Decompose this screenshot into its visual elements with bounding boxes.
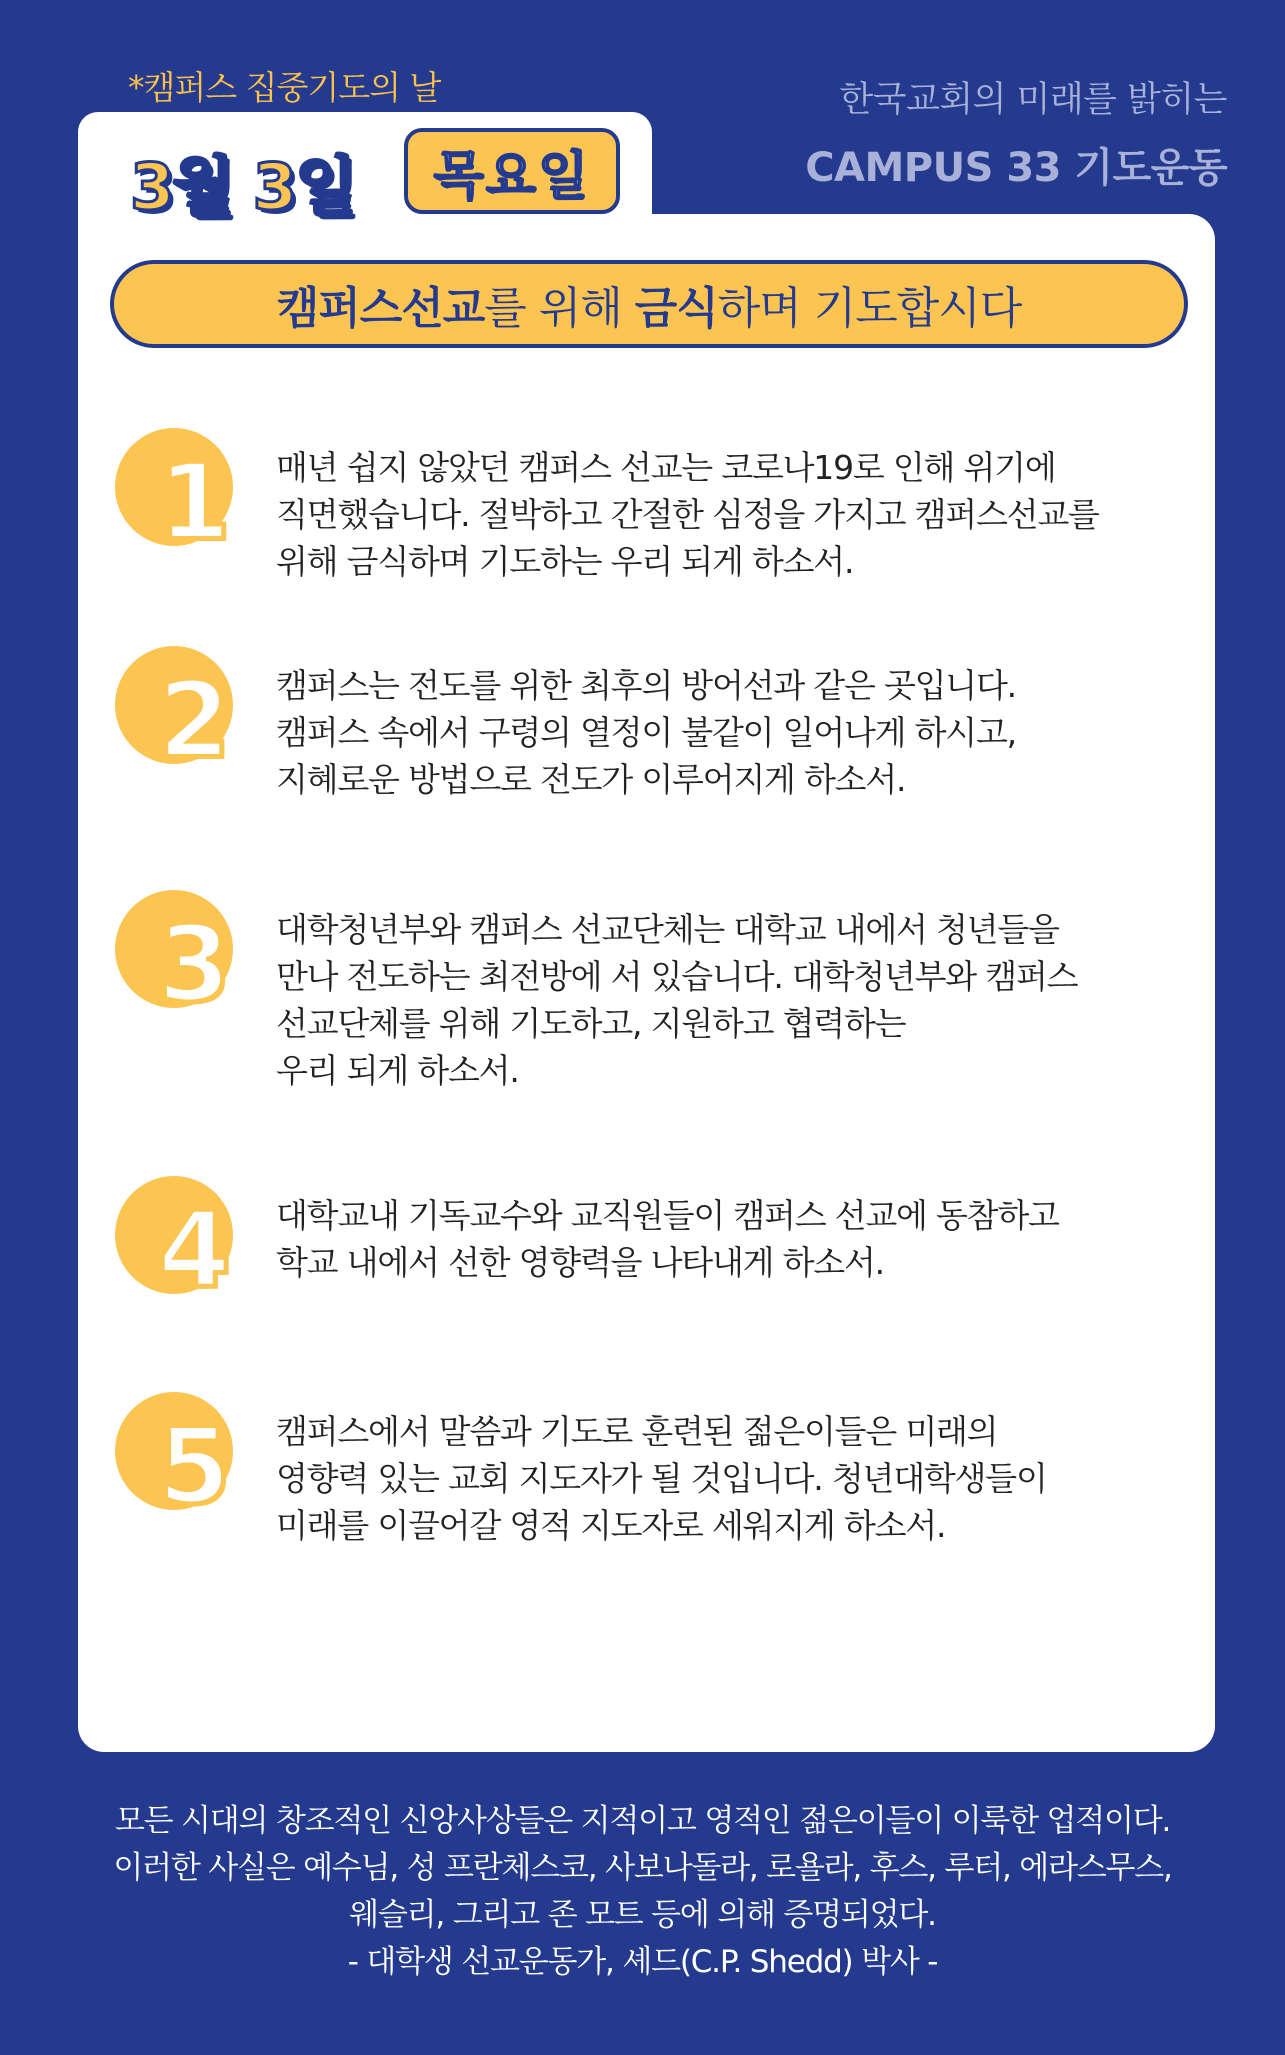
item-number: 5: [158, 1405, 231, 1527]
headline-emphasis-campus: 캠퍼스선교: [276, 283, 485, 334]
item-line: 캠퍼스 속에서 구령의 열정이 불같이 일어나게 하시고,: [276, 713, 1016, 752]
quote-line: 웨슬리, 그리고 존 모트 등에 의해 증명되었다.: [349, 1897, 936, 1933]
quote-line: 이러한 사실은 예수님, 성 프란체스코, 사보나돌라, 로욜라, 후스, 루터, 에라스무스,: [113, 1850, 1172, 1886]
quote-attribution: - 대학생 선교운동가, 셰드(C.P. Shedd) 박사 -: [347, 1944, 938, 1980]
item-text: [276, 444, 1186, 585]
item-line: 지혜로운 방법으로 전도가 이루어지게 하소서.: [276, 760, 906, 799]
item-line: 미래를 이끌어갈 영적 지도자로 세워지게 하소서.: [276, 1506, 946, 1545]
item-text: [276, 1408, 1186, 1549]
item-text: [276, 662, 1186, 803]
item-line: 직면했습니다. 절박하고 간절한 심정을 가지고 캠퍼스선교를: [276, 495, 1099, 534]
item-line: 선교단체를 위해 기도하고, 지원하고 협력하는: [276, 1004, 906, 1043]
item-line: 대학청년부와 캠퍼스 선교단체는 대학교 내에서 청년들을: [276, 910, 1059, 949]
headline-emphasis-fasting: 금식: [634, 283, 718, 334]
campaign-name: CAMPUS 33 기도운동: [805, 145, 1227, 191]
headline-text-2: 하며 기도합시다: [717, 283, 1022, 334]
headline-text-1: 를 위해: [484, 283, 635, 334]
date-label: 3월 3일: [130, 151, 355, 225]
item-line: 영향력 있는 교회 지도자가 될 것입니다. 청년대학생들이: [276, 1459, 1047, 1498]
campaign-subtitle: 한국교회의 미래를 밝히는: [839, 80, 1227, 120]
item-line: 우리 되게 하소서.: [276, 1051, 519, 1090]
item-line: 학교 내에서 선한 영향력을 나타내게 하소서.: [276, 1243, 884, 1282]
headline-banner: [110, 260, 1188, 348]
item-line: 위해 금식하며 기도하는 우리 되게 하소서.: [276, 542, 854, 581]
item-line: 캠퍼스는 전도를 위한 최후의 방어선과 같은 곳입니다.: [276, 666, 1016, 705]
item-line: 캠퍼스에서 말씀과 기도로 훈련된 젊은이들은 미래의: [276, 1412, 998, 1451]
campaign-title: [805, 72, 1227, 193]
item-number: 3: [158, 903, 231, 1025]
item-line: 매년 쉽지 않았던 캠퍼스 선교는 코로나19로 인해 위기에: [276, 448, 1056, 487]
item-number: 2: [158, 659, 231, 781]
day-badge: 목요일: [404, 128, 620, 214]
item-text: [276, 1192, 1186, 1286]
item-text: [276, 906, 1186, 1094]
item-number: 1: [158, 441, 231, 563]
quote-line: 모든 시대의 창조적인 신앙사상들은 지적이고 영적인 젊은이들이 이룩한 업적이다.: [114, 1803, 1171, 1839]
item-line: 만나 전도하는 최전방에 서 있습니다. 대학청년부와 캠퍼스: [276, 957, 1078, 996]
footer-quote: [0, 1798, 1285, 1986]
item-line: 대학교내 기독교수와 교직원들이 캠퍼스 선교에 동참하고: [276, 1196, 1059, 1235]
item-number: 4: [158, 1189, 231, 1311]
event-tag: *캠퍼스 집중기도의 날: [128, 68, 441, 107]
